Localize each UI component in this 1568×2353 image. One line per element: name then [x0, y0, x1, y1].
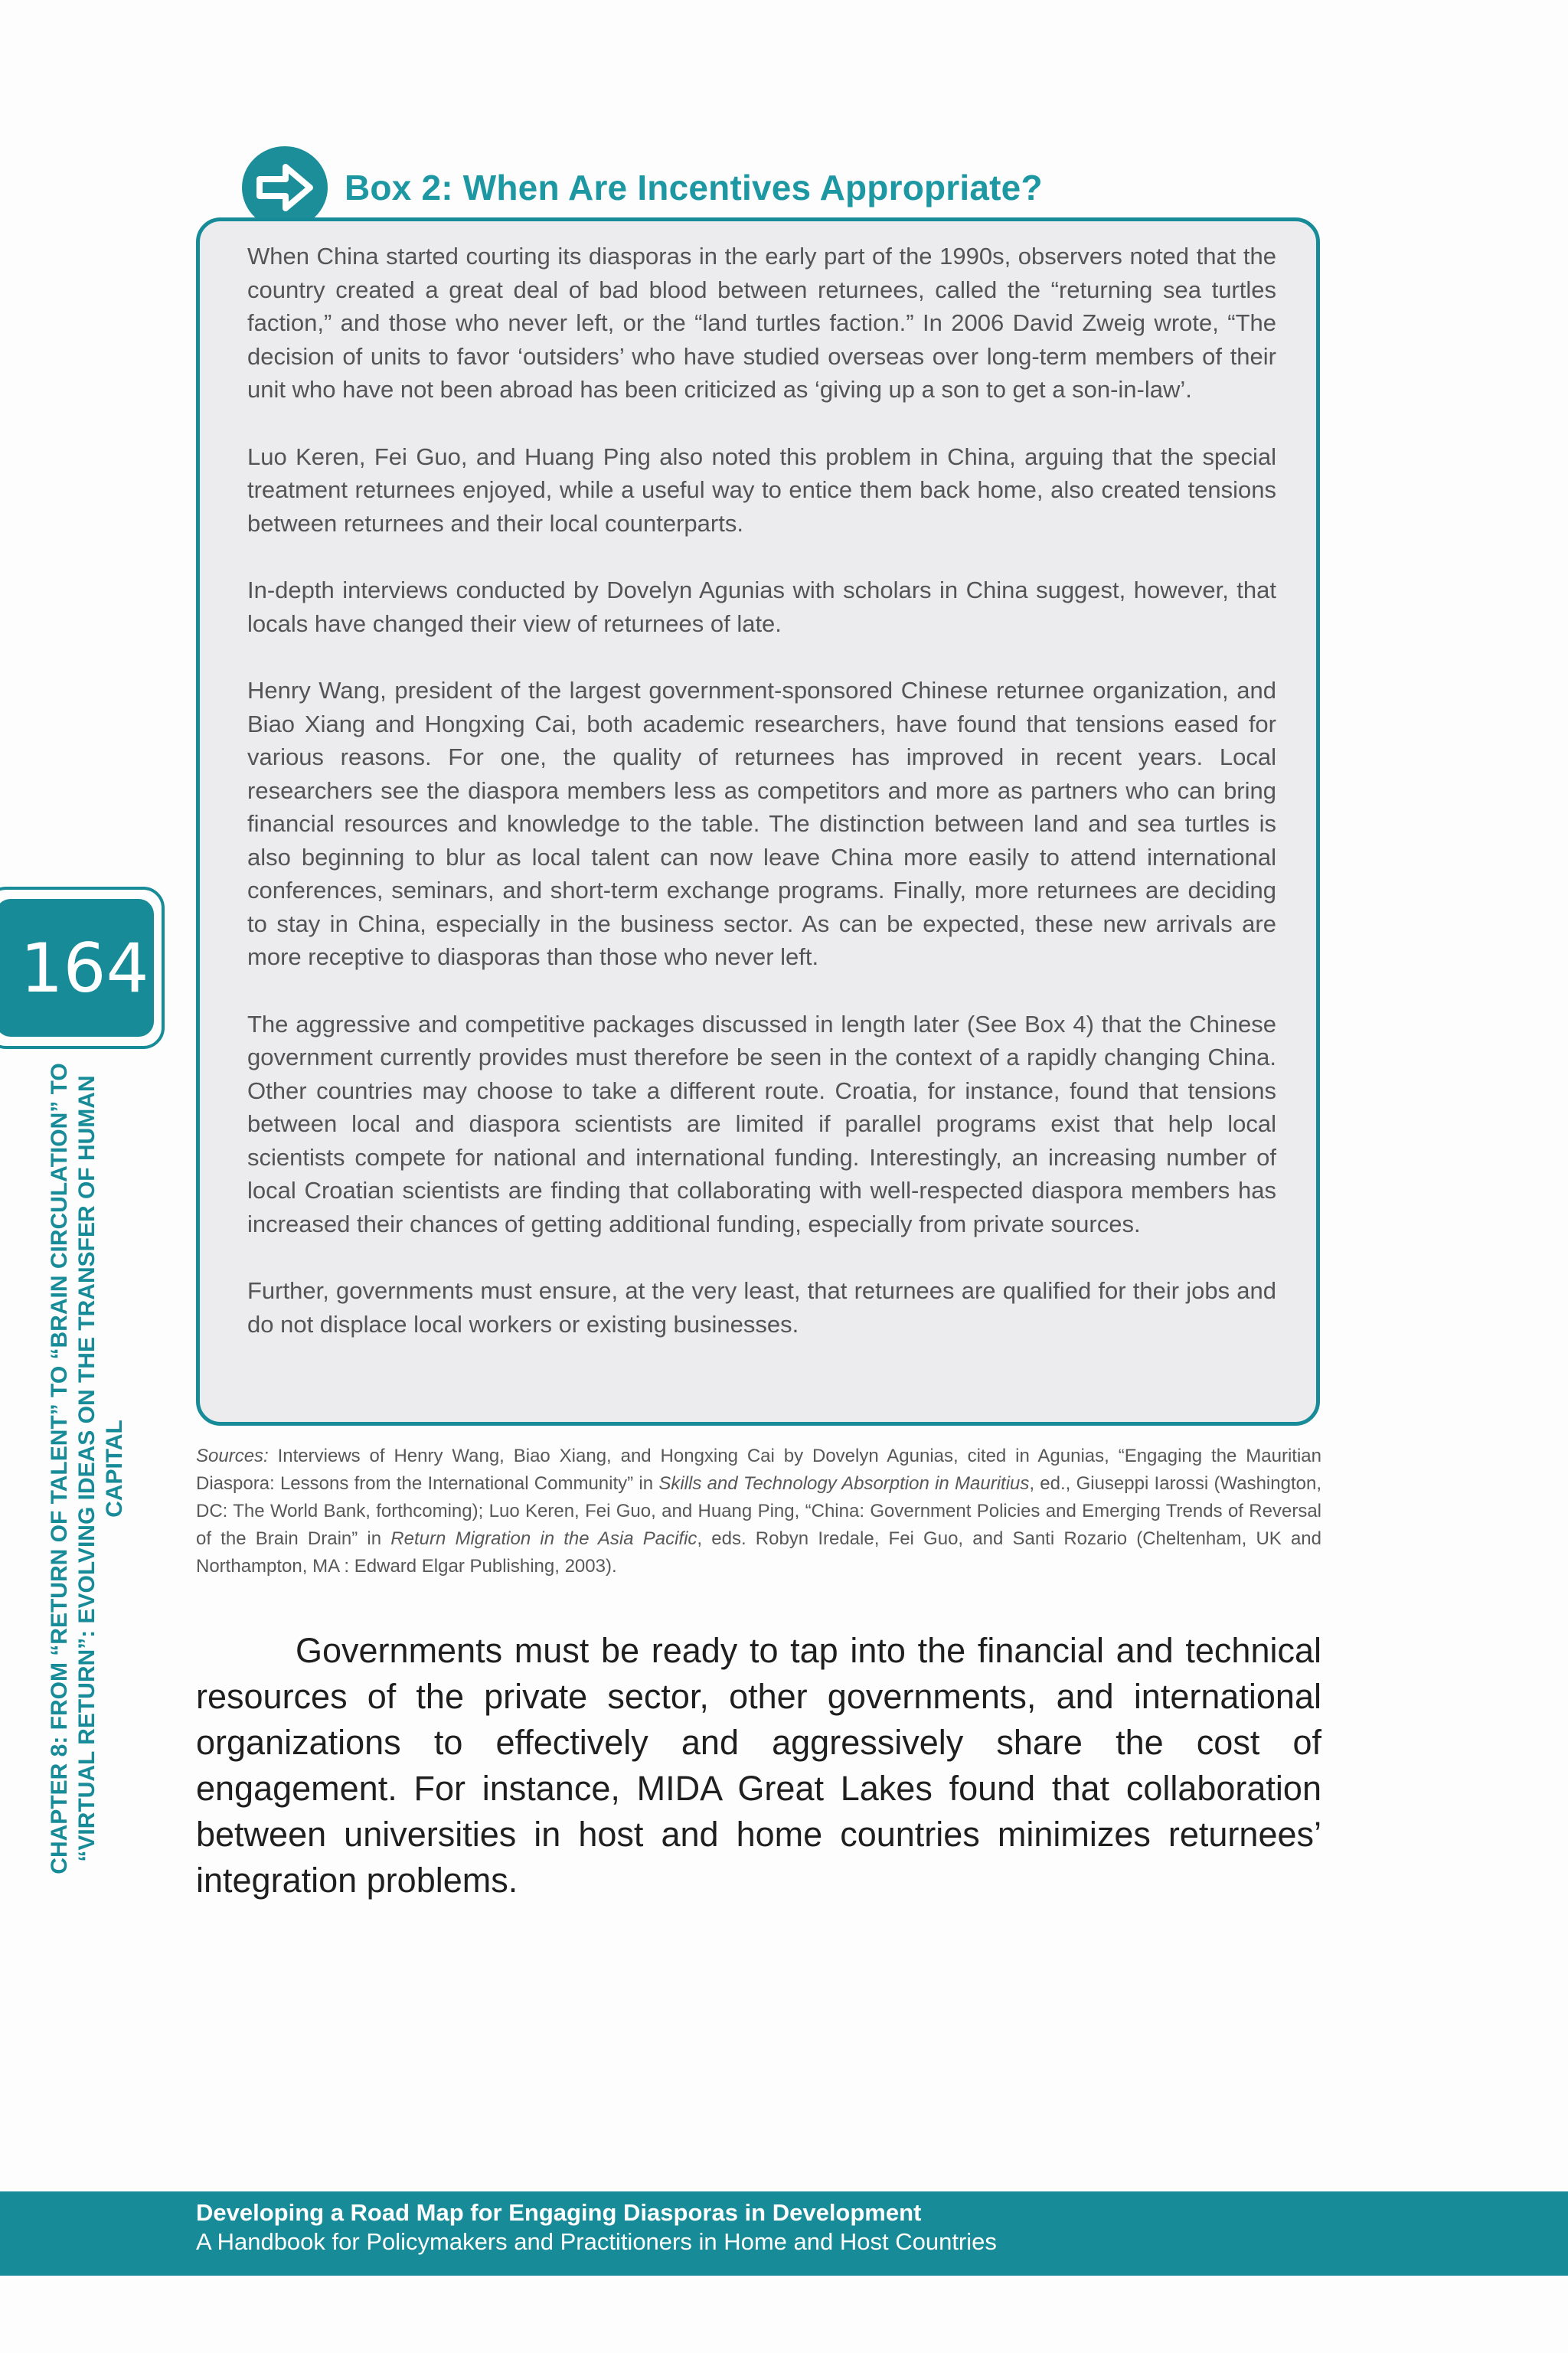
page-number-badge	[0, 899, 154, 1037]
sources-text: , ed., Giuseppi Iarossi (Washington, DC: The World Bank, forthcoming); Luo Keren, Fei Guo, and Huang Ping, “China: Government Policies and Emerging Trends of Reversal of the Brain Drain” in	[196, 1473, 1321, 1549]
box-paragraph: In-depth interviews conducted by Dovelyn Agunias with scholars in China suggest, however, that locals have changed their view of returnees of late.	[247, 577, 1276, 637]
chapter-title-line: CHAPTER 8: FROM “RETURN OF TALENT” TO “BRAIN CIRCULATION” TO	[47, 1063, 72, 1874]
footer	[0, 2191, 1568, 2276]
incentives-box	[196, 217, 1320, 1426]
sources-book-title: Skills and Technology Absorption in Mauritius	[658, 1473, 1030, 1494]
page-number: 164	[20, 928, 149, 1008]
box-paragraph: Luo Keren, Fei Guo, and Huang Ping also noted this problem in China, arguing that the special treatment returnees enjoyed, while a useful way to entice them back home, also created tensions between returnees and their local counterparts.	[247, 443, 1276, 537]
sources-text: Interviews of Henry Wang, Biao Xiang, and Hongxing Cai by Dovelyn Agunias, cited in Agunias, “Engaging the Mauritian Diaspora: Lessons from the International Community” in	[196, 1446, 1321, 1494]
box-body	[247, 240, 1276, 1374]
footer-subtitle: A Handbook for Policymakers and Practitioners in Home and Host Countries	[196, 2228, 997, 2255]
chapter-title-line: “VIRTUAL RETURN”: EVOLVING IDEAS ON THE TRANSFER OF HUMAN CAPITAL	[74, 1075, 127, 1862]
arrow-right-circle-icon	[242, 146, 328, 229]
chapter-running-title	[46, 1025, 130, 1913]
sources-note	[196, 1443, 1321, 1580]
sources-text: , eds. Robyn Iredale, Fei Guo, and Santi Rozario (Cheltenham, UK and Northampton, MA : Edward Elgar Publishing, 2003).	[196, 1528, 1321, 1577]
sources-book-title: Return Migration in the Asia Pacific	[390, 1528, 697, 1549]
sources-label: Sources:	[196, 1446, 269, 1466]
body-paragraph: Governments must be ready to tap into the financial and technical resources of the private sector, other governments, and international organizations to effectively and aggressively share the cost of engagement. For instance, MIDA Great Lakes found that collaboration between universities in host and home countries minimizes returnees’ integration problems.	[196, 1631, 1321, 1900]
box-paragraph: When China started courting its diasporas in the early part of the 1990s, observers noted that the country created a great deal of bad blood between returnees, called the “returning sea turtles faction,” and those who never left, or the “land turtles faction.” In 2006 David Zweig wrote, “The decision of units to favor ‘outsiders’ who have studied overseas over long-term members of their unit who have not been abroad has been criticized as ‘giving up a son to get a son-in-law’.	[247, 243, 1276, 403]
footer-title: Developing a Road Map for Engaging Diasporas in Development	[196, 2199, 922, 2226]
box-paragraph: Further, governments must ensure, at the very least, that returnees are qualified for their jobs and do not displace local workers or existing businesses.	[247, 1277, 1276, 1338]
box-paragraph: Henry Wang, president of the largest government-sponsored Chinese returnee organization, and Biao Xiang and Hongxing Cai, both academic researchers, have found that tensions eased for various reasons. For one, the quality of returnees has improved in recent years. Local researchers see the diaspora members less as competitors and more as partners who can bring financial resources and knowledge to the table. The distinction between land and sea turtles is also beginning to blur as local talent can now leave China more easily to attend international conferences, seminars, and short-term exchange programs. Finally, more returnees are deciding to stay in China, especially in the business sector. As can be expected, these new arrivals are more receptive to diasporas than those who never left.	[247, 677, 1276, 970]
box-paragraph: The aggressive and competitive packages discussed in length later (See Box 4) that the Chinese government currently provides must therefore be seen in the context of a rapidly changing China. Other countries may choose to take a different route. Croatia, for instance, found that tensions between local and diaspora scientists are limited if parallel programs exist that help local scientists compete for national and international funding. Interestingly, an increasing number of local Croatian scientists are finding that collaborating with well-respected diaspora members has increased their chances of getting additional funding, especially from private sources.	[247, 1010, 1276, 1237]
box-title: Box 2: When Are Incentives Appropriate?	[345, 168, 1043, 208]
